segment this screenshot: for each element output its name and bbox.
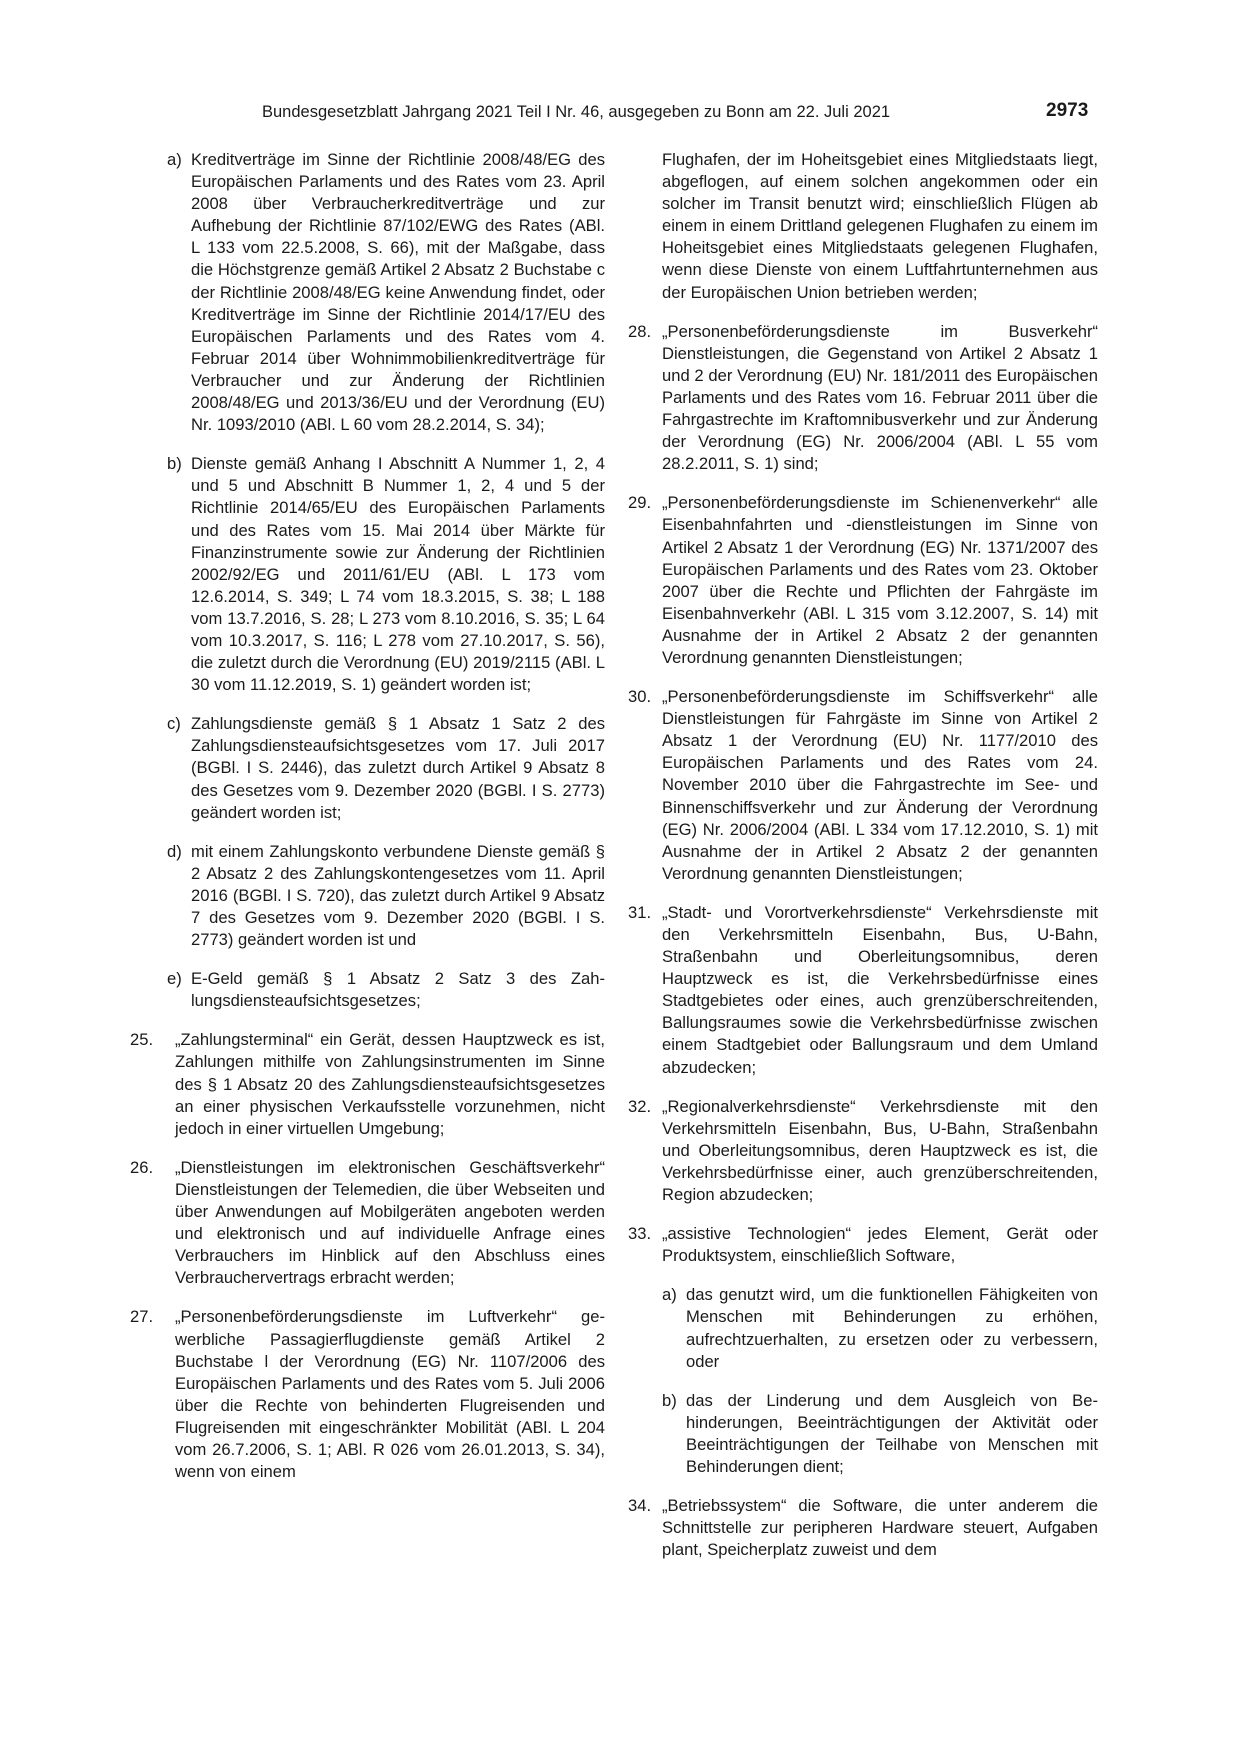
item-label: 30. — [628, 687, 652, 707]
item-text: „Zahlungsterminal“ ein Gerät, dessen Hauptzweck es ist, Zahlungen mithilfe von Zahlungsinstrumenten im Sinne des § 1 Absatz 20 des Zahlungsdiensteaufsichtsgesetzes an einer physischen Verkaufsstelle vorzunehmen, nicht jedoch in einer virtuellen Umgebung; — [175, 1030, 605, 1138]
item-text: mit einem Zahlungskonto verbundene Dienste gemäß § 2 Absatz 2 des Zahlungskontengesetzes vom 11. April 2016 (BGBl. I S. 720), das zuletzt durch Artikel 9 Absatz 7 des Gesetzes vom 9. Dezember 2020 (BGBl. I S. 2773) geändert worden ist und — [191, 841, 605, 950]
list-item — [628, 321, 1098, 476]
item-text: „Personenbeförderungsdienste im Luftverkehr“ gewerbliche Passagierflugdienste gemäß Artikel 2 Buchstabe l der Verordnung (EG) Nr. 1107/2006 des Europäischen Parlaments und des Rates vom 5. Juli 2006 über die Rechte von behinderten Flugreisenden und Flugreisenden mit eingeschränkter Mobilität (ABl. L 204 vom 26.7.2006, S. 1; ABl. R 026 vom 26.01.2013, S. 34), wenn von einem — [175, 1307, 605, 1482]
page-header — [0, 99, 1241, 125]
item-text: E-Geld gemäß § 1 Absatz 2 Satz 3 des Zahlungsdiensteaufsichtsgesetzes; — [191, 969, 605, 1011]
item-label: e) — [167, 969, 182, 989]
list-item — [130, 149, 605, 436]
item-label: 29. — [628, 493, 652, 513]
left-column — [130, 149, 605, 1483]
item-label: 32. — [628, 1096, 652, 1116]
item-label: 28. — [628, 321, 652, 341]
item-text: „Dienstleistungen im elektronischen Geschäftsverkehr“ Dienstleistungen der Telemedien, die über Webseiten und über Anwendungen auf Mobilgeräten angeboten werden und elektronisch und auf individuelle Anfrage eines Verbrauchers im Hinblick auf den Abschluss eines Verbrauchervertrags erbracht werden; — [175, 1157, 605, 1288]
item-text: „Personenbeförderungsdienste im Schienenverkehr“ alle Eisenbahnfahrten und -dienstleistungen im Sinne von Artikel 2 Absatz 1 der Verordnung (EG) Nr. 1371/2007 des Europäischen Parlaments und des Rates vom 23. Oktober 2007 über die Rechte und Pflichten der Fahrgäste im Eisenbahnverkehr (ABl. L 315 vom 3.12.2007, S. 14) mit Ausnahme der in Artikel 2 Absatz 2 der genannten Verordnung genannten Dienstleistungen; — [662, 493, 1098, 667]
list-item — [130, 968, 605, 1012]
item-text: Flughafen, der im Hoheitsgebiet eines Mitgliedstaats liegt, abgeflogen, auf einem solchen angekommen oder ein solcher im Transit benutzt wird; einschließlich Flügen ab einem in einem Drittland gelegenen Flughafen zu einem im Hoheitsgebiet eines Mitgliedstaats gelegenen Flughafen, wenn diese Dienste von einem Luftfahrtunternehmen aus der Europäischen Union betrieben werden; — [662, 150, 1098, 302]
item-text: Zahlungsdienste gemäß § 1 Absatz 1 Satz 2 des Zahlungsdiensteaufsichtsgesetzes vom 17. Juli 2017 (BGBl. I S. 2446), das zuletzt durch Artikel 9 Absatz 8 des Gesetzes vom 9. Dezember 2020 (BGBl. I S. 2773) geändert worden ist; — [191, 714, 605, 822]
list-item — [628, 1284, 1098, 1372]
item-label: a) — [167, 150, 182, 169]
item-label: 33. — [628, 1224, 652, 1244]
item-text: „Regionalverkehrsdienste“ Verkehrsdienste mit den Verkehrsmitteln Eisenbahn, Bus, U-Bahn, Straßenbahn und Oberleitungsomnibus, deren Hauptzweck es ist, die Verkehrsbedürfnisse einer, auch grenzüberschreitenden, Region abzudecken; — [662, 1096, 1098, 1205]
item-text: „Personenbeförderungsdienste im Schiffsverkehr“ alle Dienstleistungen für Fahrgäste im Sinne von Artikel 2 Absatz 1 der Verordnung (EU) Nr. 1177/2010 des Europäischen Parlaments und des Rates vom 24. November 2010 über die Fahrgastrechte im See- und Binnenschiffsverkehr und zur Änderung der Verordnung (EG) Nr. 2006/2004 (ABl. L 334 vom 17.12.2010, S. 1) mit Ausnahme der in Artikel 2 Absatz 2 der genannten Verordnung genannten Dienstleistungen; — [662, 687, 1098, 883]
item-label: b) — [662, 1390, 677, 1410]
item-label: c) — [167, 714, 181, 734]
continuation-text — [628, 149, 1098, 304]
item-text: das genutzt wird, um die funktionellen Fähigkeiten von Menschen mit Behinderungen zu erhöhen, aufrechtzuerhalten, zu ersetzen oder zu verbessern, oder — [686, 1285, 1098, 1371]
list-item — [130, 1306, 605, 1483]
list-item — [628, 1096, 1098, 1206]
list-item — [130, 453, 605, 696]
list-item — [628, 492, 1098, 669]
item-text: Dienste gemäß Anhang I Abschnitt A Nummer 1, 2, 4 und 5 und Abschnitt B Nummer 1, 2, 4 und 5 der Richtlinie 2014/65/EU des Europäischen Parlaments und des Rates vom 15. Mai 2014 über Märkte für Finanzinstrumente sowie zur Änderung der Richtlinien 2002/92/EG und 2011/61/EU (ABl. L 173 vom 12.6.2014, S. 349; L 74 vom 18.3.2015, S. 38; L 188 vom 13.7.2016, S. 28; L 273 vom 8.10.2016, S. 35; L 64 vom 10.3.2017, S. 116; L 278 vom 27.10.2017, S. 56), die zuletzt durch die Verordnung (EU) 2019/2115 (ABl. L 30 vom 11.12.2019, S. 1) geändert worden ist; — [191, 454, 605, 695]
item-label: 31. — [628, 902, 652, 922]
item-text: „Personenbeförderungsdienste im Busverkehr“ Dienstleistungen, die Gegenstand von Artikel 2 Absatz 1 und 2 der Verordnung (EU) Nr. 181/2011 des Europäischen Parlaments und des Rates vom 16. Februar 2011 über die Fahrgastrechte im Kraftomnibusverkehr und zur Änderung der Verordnung (EG) Nr. 2006/2004 (ABl. L 55 vom 28.2.2011, S. 1) sind; — [662, 321, 1098, 474]
item-label: 34. — [628, 1496, 652, 1516]
item-text: „Stadt- und Vorortverkehrsdienste“ Verkehrsdienste mit den Verkehrsmitteln Eisenbahn, Bus, U-Bahn, Straßenbahn und Oberleitungsomnibus, deren Hauptzweck es ist, die Verkehrsbedürfnisse eines Stadtgebietes oder eines, auch grenzüberschreitenden, Ballungsraumes sowie die Verkehrsbedürfnisse zwischen einem Stadtgebiet oder Ballungsraum und dem Umland abzudecken; — [662, 902, 1098, 1077]
list-item — [628, 902, 1098, 1079]
item-text: das der Linderung und dem Ausgleich von Behinderungen, Beeinträchtigungen der Aktivität oder Beeinträchtigungen der Teilhabe von Menschen mit Behinderungen dient; — [686, 1390, 1098, 1476]
right-column — [628, 149, 1098, 1561]
item-label: d) — [167, 841, 182, 861]
item-label: a) — [662, 1285, 677, 1305]
item-text: „Betriebssystem“ die Software, die unter anderem die Schnittstelle zur peripheren Hardware steuert, Aufgaben plant, Speicherplatz zuweist und dem — [662, 1496, 1098, 1560]
item-text: „assistive Technologien“ jedes Element, Gerät oder Produktsystem, einschließlich Software, — [662, 1224, 1098, 1266]
list-item — [130, 1029, 605, 1139]
item-label: b) — [167, 454, 182, 474]
list-item — [628, 1223, 1098, 1267]
list-item — [130, 1157, 605, 1290]
list-item — [130, 713, 605, 823]
page-number: 2973 — [1046, 100, 1089, 121]
item-text: Kreditverträge im Sinne der Richtlinie 2008/48/EG des Europäischen Parlaments und des Rates vom 23. April 2008 über Verbraucherkreditverträge und zur Aufhebung der Richtlinie 87/102/EWG des Rates (ABl. L 133 vom 22.5.2008, S. 66), mit der Maßgabe, dass die Höchstgrenze gemäß Artikel 2 Absatz 2 Buchstabe c der Richtlinie 2008/48/EG keine Anwendung findet, oder Kreditverträge im Sinne der Richtlinie 2014/17/EU des Europäischen Parlaments und des Rates vom 4. Februar 2014 über Wohnimmobilienkreditverträge für Verbraucher und zur Änderung der Richtlinien 2008/48/EG und 2013/36/EU und der Verordnung (EU) Nr. 1093/2010 (ABl. L 60 vom 28.2.2014, S. 34); — [191, 150, 605, 435]
list-item — [628, 1390, 1098, 1478]
gazette-title: Bundesgesetzblatt Jahrgang 2021 Teil I Nr. 46, ausgegeben zu Bonn am 22. Juli 2021 — [262, 103, 891, 121]
item-label: 25. — [130, 1030, 154, 1050]
item-label: 27. — [130, 1307, 154, 1327]
list-item — [130, 841, 605, 951]
list-item — [628, 686, 1098, 885]
list-item — [628, 1495, 1098, 1561]
item-label: 26. — [130, 1157, 154, 1177]
